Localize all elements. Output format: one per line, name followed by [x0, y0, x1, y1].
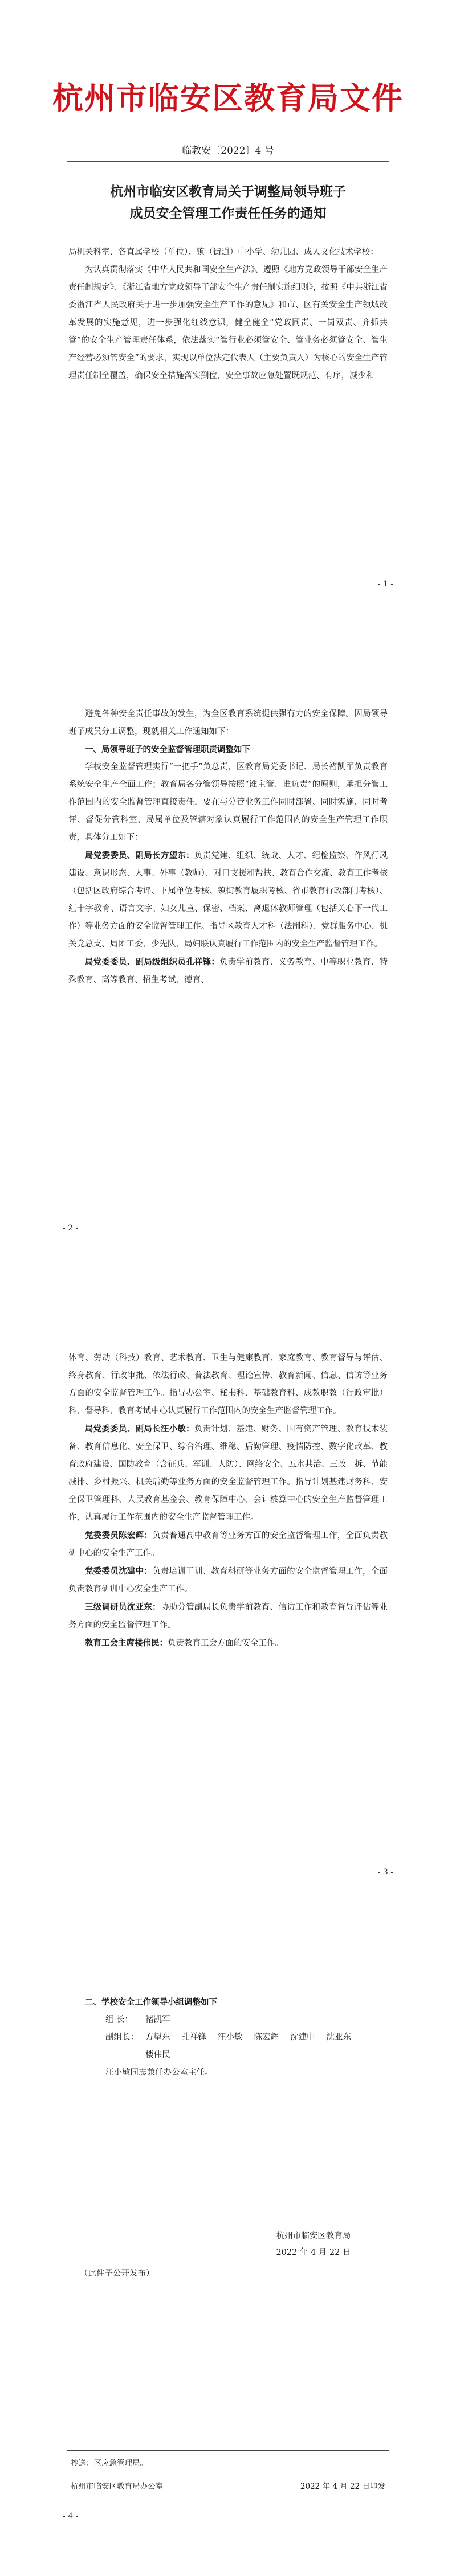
member-6-title: 三级调研员沈亚东：: [85, 1602, 161, 1612]
header-red-rule: [67, 161, 389, 162]
member-6-paragraph: [68, 1598, 388, 1634]
deputy-row: [105, 2029, 402, 2064]
member-2-text: 负责学前教育、义务教育、中等职业教育、特殊教育、高等教育、招生考试、德育、: [68, 958, 388, 985]
page-2: [0, 644, 456, 1288]
signature-date: 2022 年 4 月 22 日: [276, 2248, 351, 2257]
intro-continuation: 避免各种安全责任事故的发生，为全区教育系统提供强有力的安全保障。因局领导班子成员分工调整，现就相关工作通知如下：: [68, 709, 388, 736]
member-2-paragraph: [68, 953, 388, 989]
document-header-title: 杭州市临安区教育局文件: [52, 80, 404, 116]
leader-row: [105, 2011, 402, 2029]
member-7-paragraph: [68, 1634, 388, 1652]
document-number: 临教安〔2022〕4 号: [182, 145, 274, 157]
member-6-text: 协助分管副局长负责学前教育、信访工作和教育督导评估等业务方面的安全监督管理工作。: [68, 1603, 388, 1630]
document-title-line-2: 成员安全管理工作责任任务的通知: [129, 206, 327, 221]
page-number-3: - 3 -: [377, 1868, 393, 1877]
deputy-name: 孔祥锋: [181, 2033, 206, 2042]
member-1-text: 负责党建、组织、统战、人才、纪检监察、作风行风建设、意识形态、人事、外事（教师）、对口支援和帮扶、教育合作交流、教育工作考核（包括区政府综合考评、下属单位考核、镇街教育履职考核、省市教育行政部门考核）、红十字教育、语言文字、妇女儿童、保密、档案、离退休教师管理（包括关心下一代工作）等业务方面的安全监督管理工作。指导区教育人才科（法制科）、党群服务中心、机关党总支、局团工委、少先队、局妇联认真履行工作范围内的安全生产监督管理工作。: [68, 851, 388, 949]
member-4-title: 党委委员陈宏辉：: [85, 1531, 153, 1540]
public-release-note: （此件予公开发布）: [80, 2269, 154, 2278]
member-5-paragraph: [68, 1562, 388, 1598]
deputy-label: 副组长：: [105, 2033, 139, 2042]
deputy-name: 汪小敏: [218, 2033, 243, 2042]
page-3-body: [68, 1349, 388, 1652]
page-1-body: [68, 244, 388, 385]
recipients: 局机关科室、各直属学校（单位）、镇（街道）中小学、幼儿园、成人文化技术学校：: [68, 248, 378, 257]
member-7-text: 负责教育工会方面的安全工作。: [168, 1639, 283, 1648]
issuer-row: [67, 2474, 389, 2497]
issue-date: 2022 年 4 月 22 日印发: [300, 2482, 385, 2491]
member-3-paragraph: [68, 1420, 388, 1527]
member-4-paragraph: [68, 1527, 388, 1562]
page-3: [0, 1288, 456, 1932]
page-number-2: - 2 -: [63, 1224, 79, 1233]
member-2-continuation: 体育、劳动（科技）教育、艺术教育、卫生与健康教育、家庭教育、教育督导与评估、终身教育、行政审批、依法行政、普法教育、理论宣传、教育新闻、信息、信访等业务方面的安全监督管理工作。指导办公室、秘书科、基础教育科、成教职教（行政审批）科、督导科、教育考试中心认真履行工作范围内的安全生产监督管理工作。: [68, 1353, 388, 1416]
member-1-title: 局党委委员、副局长方望东：: [85, 851, 194, 860]
section-1-heading: 一、局领导班子的安全监督管理职责调整如下: [85, 745, 250, 754]
deputy-names: [145, 2029, 373, 2064]
office-note: 汪小敏同志兼任办公室主任。: [105, 2068, 213, 2077]
issuer-name: 杭州市临安区教育局办公室: [71, 2482, 163, 2491]
member-3-title: 局党委委员、副局长汪小敏：: [85, 1424, 194, 1434]
member-2-title: 局党委委员、副局级组织员孔祥锋：: [85, 957, 220, 967]
document-title-line-1: 杭州市临安区教育局关于调整局领导班子: [110, 184, 346, 199]
leader-label: 组 长：: [105, 2015, 133, 2024]
intro-paragraph: 为认真贯彻落实《中华人民共和国安全生产法》、遵照《地方党政领导干部安全生产责任制规定》、《浙江省地方党政领导干部安全生产责任制实施细则》，按照《中共浙江省委浙江省人民政府关于进一步加强安全生产工作的意见》和市、区有关安全生产领域改革发展的实施意见，进一步强化红线意识，健全健全“党政同责、一岗双责、齐抓共管”的安全生产管理责任体系，依法落实“管行业必须管安全、管业务必须管安全、管生产经营必须管安全”的要求，实现以单位法定代表人（主要负责人）为核心的安全生产管理责任制全覆盖，确保安全措施落实到位，安全事故应急处置既规范、有序，减少和: [68, 265, 388, 380]
member-7-title: 教育工会主席楼伟民：: [85, 1638, 168, 1648]
page-4-body: [68, 1993, 388, 2011]
deputy-name: 楼伟民: [145, 2050, 170, 2060]
cc-row: [67, 2451, 389, 2474]
member-4-text: 负责普通高中教育等业务方面的安全监督管理工作，全面负责教研中心的安全生产工作。: [68, 1531, 388, 1558]
deputy-name: 方望东: [145, 2033, 170, 2042]
page-number-4: - 4 -: [63, 2512, 79, 2521]
page-2-body: [68, 705, 388, 989]
deputy-name: 沈亚东: [326, 2033, 351, 2042]
member-5-title: 党委委员沈建中：: [85, 1566, 153, 1576]
member-1-paragraph: [68, 847, 388, 953]
member-3-text: 负责计划、基建、财务、国有资产管理、教育技术装备、教育信息化、安全保卫、综合治理、维稳、后勤管理、疫情防控、数字化改革、教育政府建设、国防教育（含征兵、军训、人防）、网络安全、五水共治、三改一拆、节能减排、乡村振兴、机关后勤等业务方面的安全监督管理工作。指导计划基建财务科、安全保卫管理科、人民教育基金会、教育保障中心、会计核算中心的安全生产监督管理工作，认真履行工作范围内的安全生产监督管理工作。: [68, 1425, 388, 1522]
page-4: [0, 1932, 456, 2576]
section-2-heading: 二、学校安全工作领导小组调整如下: [85, 1997, 217, 2007]
cc-text: 抄送：区应急管理局。: [71, 2459, 148, 2468]
signature-block: [251, 2228, 376, 2261]
deputy-name: 沈建中: [290, 2033, 315, 2042]
section-1-intro: 学校安全监督管理实行“一把手”负总责，区教育局党委书记、局长褚凯军负责教育系统安全生产全面工作；教育局各分管领导按照“谁主管、谁负责”的原则，承担分管工作范围内的安全监督管理直接责任，要在与分管业务工作同时部署、同时实施、同时考评、督促分管科室、局属单位及管辖对象认真履行工作范围内的安全生产管理工作职责，具体分工如下：: [68, 762, 388, 842]
distribution-footer: [67, 2450, 389, 2497]
document-title: [68, 181, 388, 224]
signature-org: 杭州市临安区教育局: [276, 2232, 351, 2241]
member-5-text: 负责培训干训、教育科研等业务方面的安全监督管理工作，全面负责教育研训中心安全生产工作。: [68, 1567, 388, 1594]
page-number-1: - 1 -: [377, 580, 393, 589]
leader-name: 褚凯军: [145, 2015, 170, 2024]
leadership-group: [105, 2011, 402, 2082]
deputy-name: 陈宏辉: [254, 2033, 279, 2042]
page-1: [0, 0, 456, 644]
